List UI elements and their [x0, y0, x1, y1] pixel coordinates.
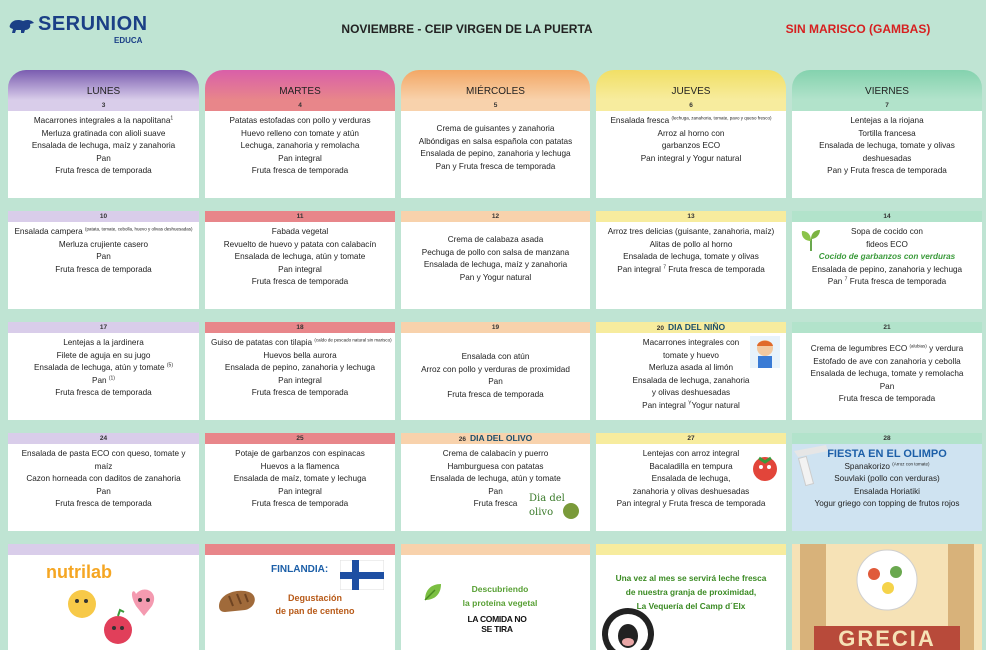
menu-lines — [205, 444, 395, 511]
menu-cell — [401, 211, 590, 309]
menu-line: Lentejas con arroz integral — [642, 449, 740, 458]
menu-line: Ensalada de lechuga, tomate y remolacha — [810, 369, 964, 379]
day-number: 24 — [99, 435, 108, 442]
day-number-bar — [401, 100, 590, 111]
day-number: 27 — [687, 435, 695, 442]
menu-line: Merluza asada al limón — [648, 363, 734, 373]
header-bar — [0, 0, 986, 62]
menu-line: Ensalada de pasta ECO con queso, tomate y maíz — [21, 449, 186, 471]
svg-text:olivo: olivo — [529, 507, 554, 518]
day-number: 26 — [458, 436, 466, 443]
menu-line: Lentejas a la riojana — [850, 116, 924, 125]
menu-line: y olivas deshuesadas — [651, 388, 731, 398]
menu-line: Ensalada de lechuga, maíz y zanahoria — [31, 141, 176, 151]
day-number-bar — [792, 211, 982, 222]
leaf-icon — [421, 580, 445, 604]
menu-lines — [205, 111, 395, 178]
menu-line: Ensalada de lechuga, zanahoria — [632, 375, 750, 385]
menu-line: Pan — [96, 252, 111, 262]
highlight-dish: Cocido de garbanzos con verduras — [818, 252, 956, 262]
menu-line: Ensalada de lechuga, atún y tomate — [234, 252, 366, 262]
menu-line: Pan — [96, 486, 111, 496]
menu-cell — [401, 100, 590, 198]
menu-line: Ensalada de lechuga, atún y tomate — [430, 474, 561, 484]
day-number: 21 — [883, 324, 891, 331]
menu-line: Crema de calabacín y puerro — [442, 449, 549, 458]
menu-lines — [596, 111, 786, 165]
menu-line: Fruta fresca de temporada — [55, 166, 152, 176]
day-number-bar — [596, 322, 786, 333]
finland-flag-icon — [340, 560, 384, 590]
veg-line-2: la proteína vegetal — [462, 598, 538, 608]
menu-line — [14, 362, 193, 375]
day-number: 14 — [883, 213, 891, 220]
day-number: 10 — [99, 213, 108, 220]
menu-line — [14, 226, 193, 239]
day-number-bar — [205, 322, 395, 333]
milk-line-3: La Vequería del Camp d´Elx — [636, 601, 746, 611]
menu-line: Tortilla francesa — [858, 128, 916, 138]
allergen-note: 7 — [663, 264, 666, 271]
child-icon — [750, 336, 780, 368]
menu-line: Ensalada Horiatiki — [854, 486, 920, 496]
menu-line: Pan integral — [278, 375, 322, 385]
menu-line: Yogur griego con topping de frutos rojos — [814, 499, 960, 509]
finlandia-text-2: de pan de centeno — [275, 606, 355, 616]
page-title: NOVIEMBRE - CEIP VIRGEN DE LA PUERTA — [341, 22, 593, 36]
menu-line: Potaje de garbanzos con espinacas — [235, 449, 365, 458]
menu-line: Cazon horneada con daditos de zanahoria — [26, 474, 181, 484]
menu-cell — [596, 100, 786, 198]
menu-line: Pan — [96, 153, 111, 163]
day-number-bar — [401, 211, 590, 222]
day-number: 4 — [298, 102, 302, 109]
menu-line: Pan — [488, 486, 503, 496]
day-header-jueves: JUEVES — [596, 70, 786, 100]
day-number: 7 — [885, 102, 889, 109]
day-number: 11 — [296, 213, 304, 220]
day-number: 20 — [656, 325, 665, 332]
menu-line: Fruta fresca de temporada — [838, 394, 936, 404]
fiesta-title: FIESTA EN EL OLIMPO — [827, 448, 947, 460]
veg-line-1: Descubriendo — [471, 584, 529, 594]
menu-lines — [792, 111, 982, 178]
day-number: 13 — [687, 213, 695, 220]
serunion-logo — [8, 12, 148, 46]
menu-cell — [8, 100, 199, 198]
menu-line: Pan integral — [278, 264, 322, 274]
menu-line: Fruta fresca de temporada — [447, 389, 544, 399]
menu-line: Lechuga, zanahoria y remolacha — [240, 141, 360, 151]
line-text: Pan integral — [617, 264, 664, 274]
menu-line: Merluza gratinada con alioli suave — [41, 128, 166, 138]
day-number: 28 — [883, 435, 891, 442]
menu-line: Arroz al horno con — [657, 128, 725, 138]
menu-line: Sopa de cocido con — [851, 227, 923, 236]
ingredient-note: (alubias) — [909, 343, 927, 349]
allergen-note: 7 — [844, 276, 848, 283]
menu-line: Filete de aguja en su jugo — [56, 350, 151, 360]
menu-line: Pan — [488, 377, 503, 387]
menu-line: Fruta fresca de temporada — [251, 388, 349, 398]
menu-line: Pan integral — [278, 486, 322, 496]
menu-line: Estofado de ave con zanahoria y cebolla — [813, 356, 961, 366]
svg-text:Dia del: Dia del — [529, 493, 565, 504]
menu-cell — [205, 322, 395, 420]
menu-cell — [205, 100, 395, 198]
menu-line: Fabada vegetal — [271, 227, 329, 236]
footer-finlandia — [205, 544, 395, 650]
footer-grecia — [792, 544, 982, 650]
menu-line — [798, 276, 976, 289]
menu-cell — [205, 211, 395, 309]
cow-logo-icon — [600, 606, 656, 650]
menu-lines — [596, 222, 786, 276]
menu-line: Ensalada de pepino, zanahoria y lechuga — [224, 363, 376, 373]
menu-line: Pechuga de pollo con salsa de manzana — [421, 247, 570, 257]
line-text: Guiso de patatas con tilapia — [211, 338, 315, 347]
menu-line: Fruta fresca de temporada — [251, 277, 349, 287]
line-text: Pan integral — [642, 400, 689, 410]
bull-icon — [8, 16, 36, 34]
menu-cell — [792, 100, 982, 198]
menu-line: Huevos a la flamenca — [260, 461, 340, 471]
menu-line: garbanzos ECO — [661, 141, 721, 151]
menu-cell — [401, 433, 590, 531]
day-number-bar — [596, 433, 786, 444]
menu-line — [602, 264, 780, 277]
footer-vegetal — [401, 544, 590, 650]
nutrilab-logo: nutrilab — [46, 562, 112, 582]
menu-line: tomate y huevo — [663, 350, 719, 360]
menu-cell — [8, 322, 199, 420]
line-text: Fruta fresca de temporada — [666, 264, 765, 274]
menu-lines — [8, 222, 199, 276]
menu-line: Souvlaki (pollo con verduras) — [834, 474, 940, 484]
olive-icon — [527, 487, 583, 523]
event-title: DIA DEL OLIVO — [469, 433, 533, 443]
allergen-note: 1 — [170, 115, 174, 122]
day-number: 5 — [493, 102, 498, 109]
menu-line: Fruta fresca — [473, 499, 518, 509]
menu-line: Ensalada de lechuga, tomate y olivas — [623, 252, 759, 262]
day-number: 19 — [491, 324, 500, 331]
menu-line: Ensalada de lechuga, — [651, 474, 731, 484]
day-header-miercoles: MIÉRCOLES — [401, 70, 590, 100]
day-number-bar — [792, 100, 982, 111]
line-text: Ensalada fresca — [610, 116, 672, 125]
menu-line: Fruta fresca de temporada — [55, 264, 152, 274]
menu-line: Arroz tres delicias (guisante, zanahoria, maíz) — [607, 227, 775, 236]
fruit-characters-icon — [64, 584, 164, 648]
menu-lines — [8, 111, 199, 178]
day-number-bar — [205, 100, 395, 111]
menu-cell — [792, 433, 982, 531]
menu-line: Macarrones integrales con — [642, 338, 740, 347]
tomato-mascot-icon — [748, 451, 782, 483]
brand-name: SERUNION — [38, 13, 148, 35]
menu-line — [14, 115, 193, 128]
menu-line: Pan integral y Fruta fresca de temporada — [616, 499, 766, 509]
day-number-bar — [205, 433, 395, 444]
menu-cell — [596, 433, 786, 531]
allergen-note: (1) — [108, 375, 115, 382]
menu-line: Ensalada con atún — [461, 352, 530, 361]
day-number-bar — [8, 322, 199, 333]
comida-logo: LA COMIDA NO SE TIRA — [467, 614, 527, 634]
menu-line: Lentejas a la jardinera — [63, 338, 144, 347]
line-text: Pan — [827, 277, 845, 287]
menu-line: fideos ECO — [866, 239, 908, 249]
day-number: 17 — [99, 324, 108, 331]
menu-line: Huevos bella aurora — [263, 350, 337, 360]
menu-line: Hamburguesa con patatas — [447, 461, 544, 471]
day-header-martes: MARTES — [205, 70, 395, 100]
bread-icon — [215, 584, 259, 614]
menu-line: Ensalada de maíz, tomate y lechuga — [233, 474, 367, 484]
day-header-viernes: VIERNES — [792, 70, 982, 100]
menu-line: deshuesadas — [862, 153, 912, 163]
menu-line: Ensalada de pepino, zanahoria y lechuga — [811, 264, 963, 274]
line-text: Macarrones integrales a la napolitana — [33, 116, 171, 125]
menu-line — [798, 343, 976, 356]
menu-line: Patatas estofadas con pollo y verduras — [229, 116, 371, 125]
line-text: Yogur natural — [691, 400, 740, 410]
day-number-bar — [8, 100, 199, 111]
line-text: y verdura — [926, 344, 964, 353]
menu-line — [211, 337, 392, 350]
menu-cell — [792, 322, 982, 420]
brand-subtitle: EDUCA — [114, 36, 143, 45]
menu-cell — [596, 211, 786, 309]
menu-line: Revuelto de huevo y patata con calabacín — [223, 239, 377, 249]
menu-line: Pan y Yogur natural — [459, 272, 532, 282]
day-number-bar — [8, 211, 199, 222]
day-number: 6 — [689, 102, 693, 109]
ingredient-note: (lechuga, zanahoria, tomate, pavo y queso fresco) — [671, 115, 772, 121]
menu-line: Crema de calabaza asada — [447, 235, 544, 244]
finlandia-text-1: Degustación — [287, 593, 342, 603]
menu-line: Pan — [879, 381, 895, 391]
menu-line: Ensalada de pepino, zanahoria y lechuga — [420, 149, 571, 159]
menu-line: Pan y Fruta fresca de temporada — [827, 166, 947, 176]
menu-line: zanahoria y olivas deshuesadas — [632, 486, 750, 496]
footer-leche — [596, 544, 786, 650]
menu-line: Fruta fresca de temporada — [251, 499, 349, 509]
menu-line: Huevo relleno con tomate y atún — [241, 128, 359, 138]
line-text: Ensalada campera — [14, 227, 85, 236]
menu-lines — [8, 333, 199, 400]
menu-line: Fruta fresca de temporada — [251, 166, 349, 176]
day-number: 12 — [491, 213, 500, 220]
line-text: Pan — [92, 375, 109, 385]
column-icon — [792, 445, 832, 487]
menu-line: Pan y Fruta fresca de temporada — [435, 161, 556, 171]
line-text: Crema de legumbres ECO — [810, 344, 910, 353]
menu-line: Alitas de pollo al horno — [649, 239, 733, 249]
menu-variant: SIN MARISCO (GAMBAS) — [785, 22, 931, 36]
event-title: DIA DEL NIÑO — [668, 322, 726, 332]
menu-line: Fruta fresca de temporada — [55, 499, 152, 509]
menu-cell — [8, 211, 199, 309]
menu-lines — [401, 222, 590, 284]
menu-line: Ensalada de lechuga, maíz y zanahoria — [423, 260, 568, 270]
menu-cell — [8, 433, 199, 531]
footer-nutrilab — [8, 544, 199, 650]
day-number-bar — [792, 433, 982, 444]
day-number: 25 — [296, 435, 304, 442]
menu-line: Fruta fresca de temporada — [55, 388, 152, 398]
day-number: 18 — [296, 324, 304, 331]
menu-lines — [792, 333, 982, 406]
menu-cell — [596, 322, 786, 420]
menu-line: Merluza crujiente casero — [58, 239, 149, 249]
milk-line-1: Una vez al mes se servirá leche fresca — [615, 573, 767, 583]
menu-cell — [401, 322, 590, 420]
menu-line — [602, 400, 780, 413]
menu-line: Crema de guisantes y zanahoria — [436, 124, 555, 133]
day-number-bar — [792, 322, 982, 333]
day-number-bar — [205, 211, 395, 222]
day-number: 3 — [101, 102, 106, 109]
day-number-bar — [401, 433, 590, 444]
milk-line-2: de nuestra granja de proximidad, — [625, 587, 757, 597]
menu-line: Albóndigas en salsa española con patatas — [418, 136, 573, 146]
grecia-title: GRECIA — [838, 626, 936, 650]
sprout-icon — [798, 227, 824, 253]
menu-line: Bacaladilla en tempura — [649, 461, 733, 471]
menu-lines — [8, 444, 199, 511]
menu-cell — [205, 433, 395, 531]
line-text: Fruta fresca de temporada — [847, 277, 947, 287]
day-number-bar — [596, 100, 786, 111]
menu-lines — [205, 333, 395, 400]
menu-line: Pan integral y Yogur natural — [640, 153, 742, 163]
menu-line: Pan integral — [278, 153, 322, 163]
menu-line: Ensalada de lechuga, tomate y olivas — [819, 141, 955, 151]
ingredient-note: (patata, tomate, cebolla, huevo y olivas deshuesadas) — [84, 226, 193, 232]
menu-lines — [401, 333, 590, 401]
day-header-lunes: LUNES — [8, 70, 199, 100]
allergen-note: Y — [688, 400, 692, 407]
menu-line — [14, 375, 193, 388]
menu-lines — [205, 222, 395, 289]
day-number-bar — [8, 433, 199, 444]
menu-line — [602, 115, 780, 128]
day-number-bar — [596, 211, 786, 222]
finlandia-title: FINLANDIA: — [271, 564, 329, 575]
day-number-bar — [401, 322, 590, 333]
menu-cell — [792, 211, 982, 309]
menu-lines — [401, 111, 590, 173]
ingredient-note: (Arroz con tomate) — [892, 460, 930, 466]
line-text: Ensalada de lechuga, atún y tomate — [33, 363, 167, 373]
menu-line: Arroz con pollo y verduras de proximidad — [421, 364, 570, 374]
allergen-note: (5) — [166, 362, 174, 369]
ingredient-note: (caldo de pescado natural sin marisco) — [314, 337, 392, 343]
line-text: Spanakorizo — [844, 461, 893, 471]
